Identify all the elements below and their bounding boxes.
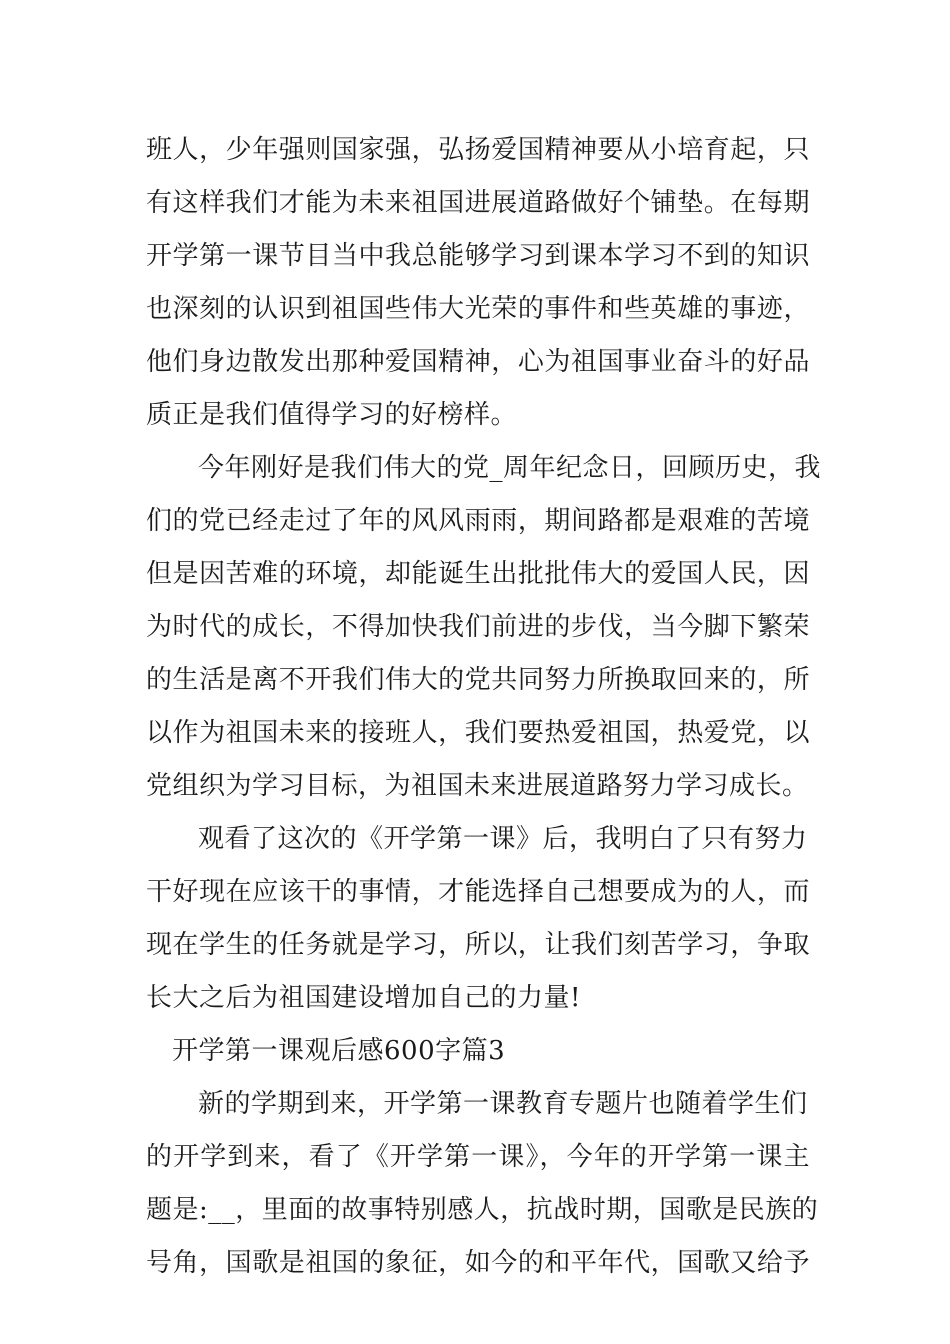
text-line: 有这样我们才能为未来祖国进展道路做好个铺垫。在每期 <box>146 188 810 218</box>
body-text <box>146 124 822 1290</box>
text-line: 的开学到来，看了《开学第一课》，今年的开学第一课主 <box>146 1142 810 1172</box>
section-heading: 开学第一课观后感600字篇3 <box>172 1036 506 1066</box>
text-line: 干好现在应该干的事情，才能选择自己想要成为的人，而 <box>146 877 810 907</box>
text-line: 他们身边散发出那种爱国精神，心为祖国事业奋斗的好品 <box>146 347 810 377</box>
text-line: 开学第一课节目当中我总能够学习到课本学习不到的知识 <box>146 241 810 271</box>
text-line: 也深刻的认识到祖国些伟大光荣的事件和些英雄的事迹， <box>146 294 810 324</box>
text-line: 号角，国歌是祖国的象征，如今的和平年代，国歌又给予 <box>146 1248 810 1278</box>
text-line: 但是因苦难的环境，却能诞生出批批伟大的爱国人民，因 <box>146 559 810 589</box>
text-line: 党组织为学习目标，为祖国未来进展道路努力学习成长。 <box>146 771 809 801</box>
text-line: 题是:__，里面的故事特别感人，抗战时期，国歌是民族的 <box>146 1195 819 1225</box>
text-line: 长大之后为祖国建设增加自己的力量! <box>146 983 581 1013</box>
text-line: 为时代的成长，不得加快我们前进的步伐，当今脚下繁荣 <box>146 612 810 642</box>
text-line: 质正是我们值得学习的好榜样。 <box>146 400 518 430</box>
text-line: 观看了这次的《开学第一课》后，我明白了只有努力 <box>198 824 808 854</box>
text-line: 以作为祖国未来的接班人，我们要热爱祖国，热爱党，以 <box>146 718 810 748</box>
text-line: 班人，少年强则国家强，弘扬爱国精神要从小培育起，只 <box>146 135 810 165</box>
text-line: 现在学生的任务就是学习，所以，让我们刻苦学习，争取 <box>146 930 810 960</box>
text-line: 们的党已经走过了年的风风雨雨，期间路都是艰难的苦境 <box>146 506 810 536</box>
text-line: 的生活是离不开我们伟大的党共同努力所换取回来的，所 <box>146 665 810 695</box>
text-line: 今年刚好是我们伟大的党_周年纪念日，回顾历史，我 <box>198 453 822 483</box>
text-line: 新的学期到来，开学第一课教育专题片也随着学生们 <box>198 1089 808 1119</box>
